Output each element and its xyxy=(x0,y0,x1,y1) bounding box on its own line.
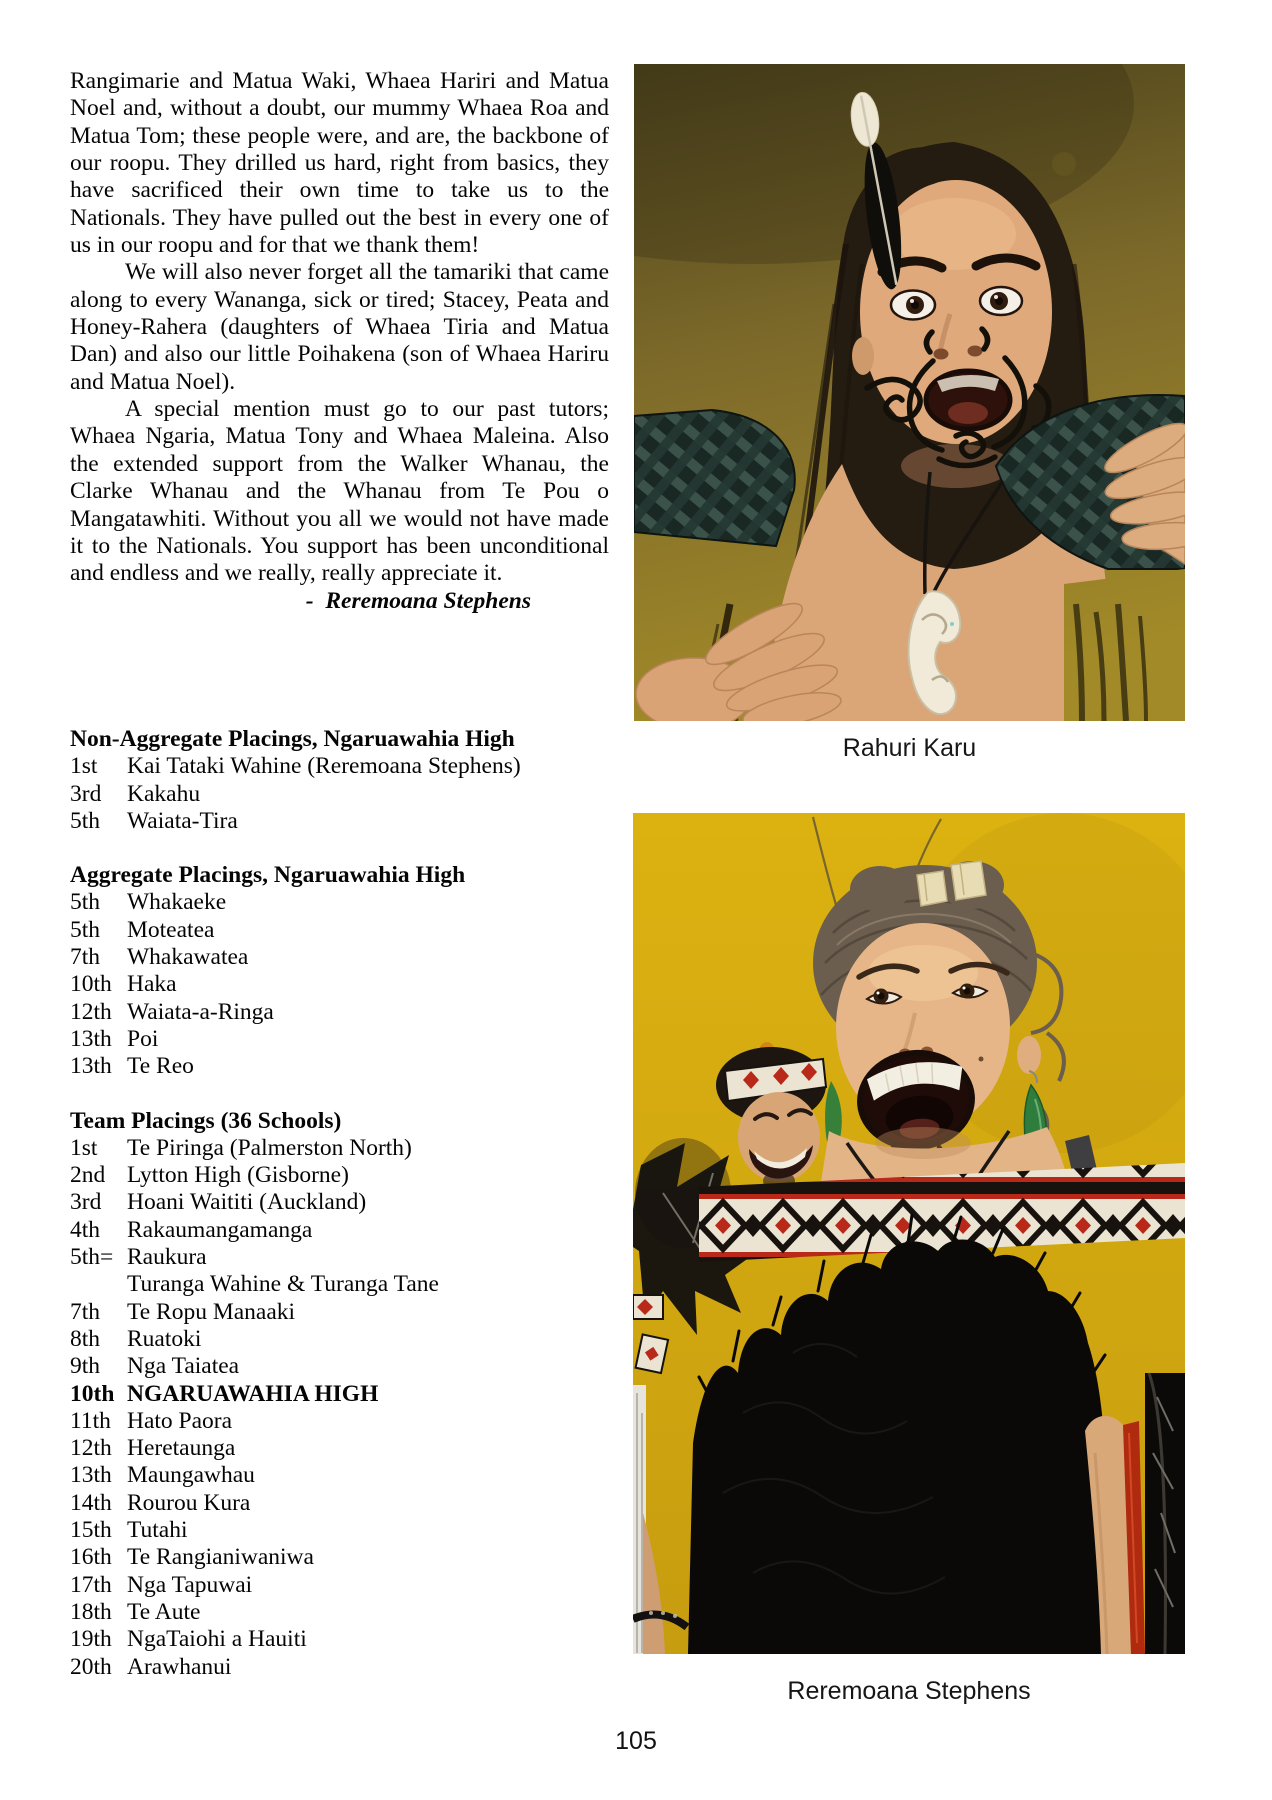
placing-rank: 1st xyxy=(70,1134,98,1161)
placing-row xyxy=(70,1326,615,1353)
ear xyxy=(1017,1036,1041,1074)
placing-name: Hoani Waititi (Auckland) xyxy=(127,1189,367,1216)
article-paragraphs xyxy=(70,68,609,588)
placing-rank: 4th xyxy=(70,1216,101,1243)
placing-name: Maungawhau xyxy=(127,1462,255,1489)
placings-section xyxy=(70,1108,615,1681)
article-signature: - Reremoana Stephens xyxy=(305,587,531,614)
hair-bun xyxy=(850,866,910,912)
placing-rank: 5th= xyxy=(70,1244,114,1271)
placing-rank: 8th xyxy=(70,1325,101,1352)
placing-rank: 7th xyxy=(70,1298,101,1325)
beauty-spot xyxy=(979,1057,984,1062)
placing-name: Te Aute xyxy=(127,1598,201,1625)
placing-rank: 9th xyxy=(70,1353,101,1380)
placing-name: Waiata-Tira xyxy=(127,807,238,834)
placing-rank: 17th xyxy=(70,1571,112,1598)
photo-art-reremoana-stephens xyxy=(633,813,1185,1654)
placing-name: Kakahu xyxy=(127,780,201,807)
placing-name: Tutahi xyxy=(127,1517,188,1544)
placing-name: Rourou Kura xyxy=(127,1489,251,1516)
photo-caption-rahuri-karu: Rahuri Karu xyxy=(842,734,977,762)
placing-rank: 14th xyxy=(70,1489,112,1516)
placing-name: Te Ropu Manaaki xyxy=(127,1298,296,1325)
placing-name: Raukura xyxy=(127,1244,207,1271)
placing-rank: 5th xyxy=(70,916,101,943)
placing-name: Waiata-a-Ringa xyxy=(127,998,274,1025)
placing-rank: 12th xyxy=(70,1435,112,1462)
placing-rank: 13th xyxy=(70,1053,112,1080)
placing-name: Te Reo xyxy=(127,1053,194,1080)
placing-name: NgaTaiohi a Hauiti xyxy=(127,1626,307,1653)
placing-rank: 13th xyxy=(70,1462,112,1489)
placing-name: Moteatea xyxy=(127,916,215,943)
page-number: 105 xyxy=(615,1727,657,1755)
placing-row xyxy=(70,753,615,780)
placing-row xyxy=(70,1244,615,1271)
placing-name: Te Rangianiwaniwa xyxy=(127,1544,314,1571)
placing-name: Te Piringa (Palmerston North) xyxy=(127,1134,412,1161)
placing-rank: 3rd xyxy=(70,1189,102,1216)
placings-section xyxy=(70,862,615,1080)
placing-name: NGARUAWAHIA HIGH xyxy=(127,1380,379,1407)
placing-name: Arawhanui xyxy=(127,1653,232,1680)
placing-row xyxy=(70,1299,615,1326)
placing-name: Whakawatea xyxy=(127,944,249,971)
placing-row xyxy=(70,1490,615,1517)
placing-name: Heretaunga xyxy=(127,1435,236,1462)
article-paragraph: Rangimarie and Matua Waki, Whaea Hariri and Matua Noel and, without a doubt, our mummy Whaea Roa and Matua Tom; these people were, and are, the backbone of our roopu. They drilled us hard, right from basics, they have sacrificed their own time to take us to the Nationals. They have pulled out the best in every one of us in our roopu and for that we thank them! xyxy=(70,68,609,259)
placing-row xyxy=(70,1654,615,1681)
placing-row xyxy=(70,1381,615,1408)
placing-row xyxy=(70,917,615,944)
article-paragraph: We will also never forget all the tamariki that came along to every Wananga, sick or tired; Stacey, Peata and Honey-Rahera (daughters of Whaea Tiria and Matua Dan) and also our little Poihakena (son of Whaea Hariru and Matua Noel). xyxy=(70,259,609,395)
placing-name: Poi xyxy=(127,1025,159,1052)
placing-name: Nga Tapuwai xyxy=(127,1571,253,1598)
placing-rank: 7th xyxy=(70,944,101,971)
placing-rank: 11th xyxy=(70,1407,111,1434)
article-paragraph: A special mention must go to our past tutors; Whaea Ngaria, Matua Tony and Whaea Maleina. Also the extended support from the Walker Whanau, the Clarke Whanau and the Whanau from Te Pou o Mangatawhiti. Without you all we would not have made it to the Nationals. You support has been unconditional and endless and we really, really appreciate it. xyxy=(70,396,609,587)
placing-row xyxy=(70,999,615,1026)
placing-rank: 10th xyxy=(70,971,112,998)
placing-rank: 5th xyxy=(70,807,101,834)
photo-reremoana-stephens xyxy=(633,813,1185,1654)
placings-heading: Non-Aggregate Placings, Ngaruawahia High xyxy=(70,726,515,752)
placing-row xyxy=(70,1462,615,1489)
placing-row xyxy=(70,889,615,916)
placing-name: Haka xyxy=(127,971,177,998)
placings-sections xyxy=(70,726,615,1708)
photo-rahuri-karu xyxy=(634,64,1185,721)
placing-rank: 15th xyxy=(70,1517,112,1544)
placing-rank: 2nd xyxy=(70,1162,106,1189)
placing-row xyxy=(70,1026,615,1053)
placing-rank: 16th xyxy=(70,1544,112,1571)
placing-row xyxy=(70,1435,615,1462)
placing-name: Ruatoki xyxy=(127,1325,202,1352)
placings-heading: Team Placings (36 Schools) xyxy=(70,1107,342,1134)
placing-row xyxy=(70,1353,615,1380)
placing-rank: 3rd xyxy=(70,780,102,807)
placing-row xyxy=(70,1217,615,1244)
placing-row xyxy=(70,1162,615,1189)
placing-rank: 19th xyxy=(70,1626,112,1653)
nostril xyxy=(934,349,949,360)
placing-rank: 10th xyxy=(70,1380,115,1407)
placing-rank xyxy=(70,1271,127,1298)
placing-name: Lytton High (Gisborne) xyxy=(127,1162,349,1189)
placing-row xyxy=(70,781,615,808)
article-text xyxy=(70,68,609,615)
placing-row xyxy=(70,1572,615,1599)
placing-row xyxy=(70,808,615,835)
placing-row xyxy=(70,971,615,998)
nostril xyxy=(968,346,983,357)
placings-heading: Aggregate Placings, Ngaruawahia High xyxy=(70,862,466,889)
placing-rank: 13th xyxy=(70,1025,112,1052)
photo-art-rahuri-karu xyxy=(634,64,1185,721)
background-blur-spot xyxy=(1052,152,1076,176)
placings-section xyxy=(70,726,615,835)
placing-row xyxy=(70,944,615,971)
ear xyxy=(852,337,874,375)
placing-row xyxy=(70,1544,615,1571)
placing-row xyxy=(70,1408,615,1435)
placing-row xyxy=(70,1189,615,1216)
open-mouth xyxy=(926,371,1010,429)
placing-rank: 18th xyxy=(70,1598,112,1625)
placing-name: Hato Paora xyxy=(127,1407,233,1434)
placing-rank: 20th xyxy=(70,1653,112,1680)
placing-row xyxy=(70,1135,615,1162)
placing-row xyxy=(70,1517,615,1544)
placing-name: Whakaeke xyxy=(127,889,227,916)
placing-name: Kai Tataki Wahine (Reremoana Stephens) xyxy=(127,753,521,780)
placing-row xyxy=(70,1271,615,1298)
placing-name: Rakaumangamanga xyxy=(127,1216,313,1243)
placing-row xyxy=(70,1053,615,1080)
placing-row xyxy=(70,1599,615,1626)
placing-name: Nga Taiatea xyxy=(127,1353,240,1380)
placing-row xyxy=(70,1626,615,1653)
placing-name: Turanga Wahine & Turanga Tane xyxy=(127,1271,439,1298)
placing-rank: 1st xyxy=(70,753,98,780)
placing-rank: 12th xyxy=(70,998,112,1025)
placing-rank: 5th xyxy=(70,889,101,916)
photo-caption-reremoana-stephens: Reremoana Stephens xyxy=(787,1677,1031,1705)
